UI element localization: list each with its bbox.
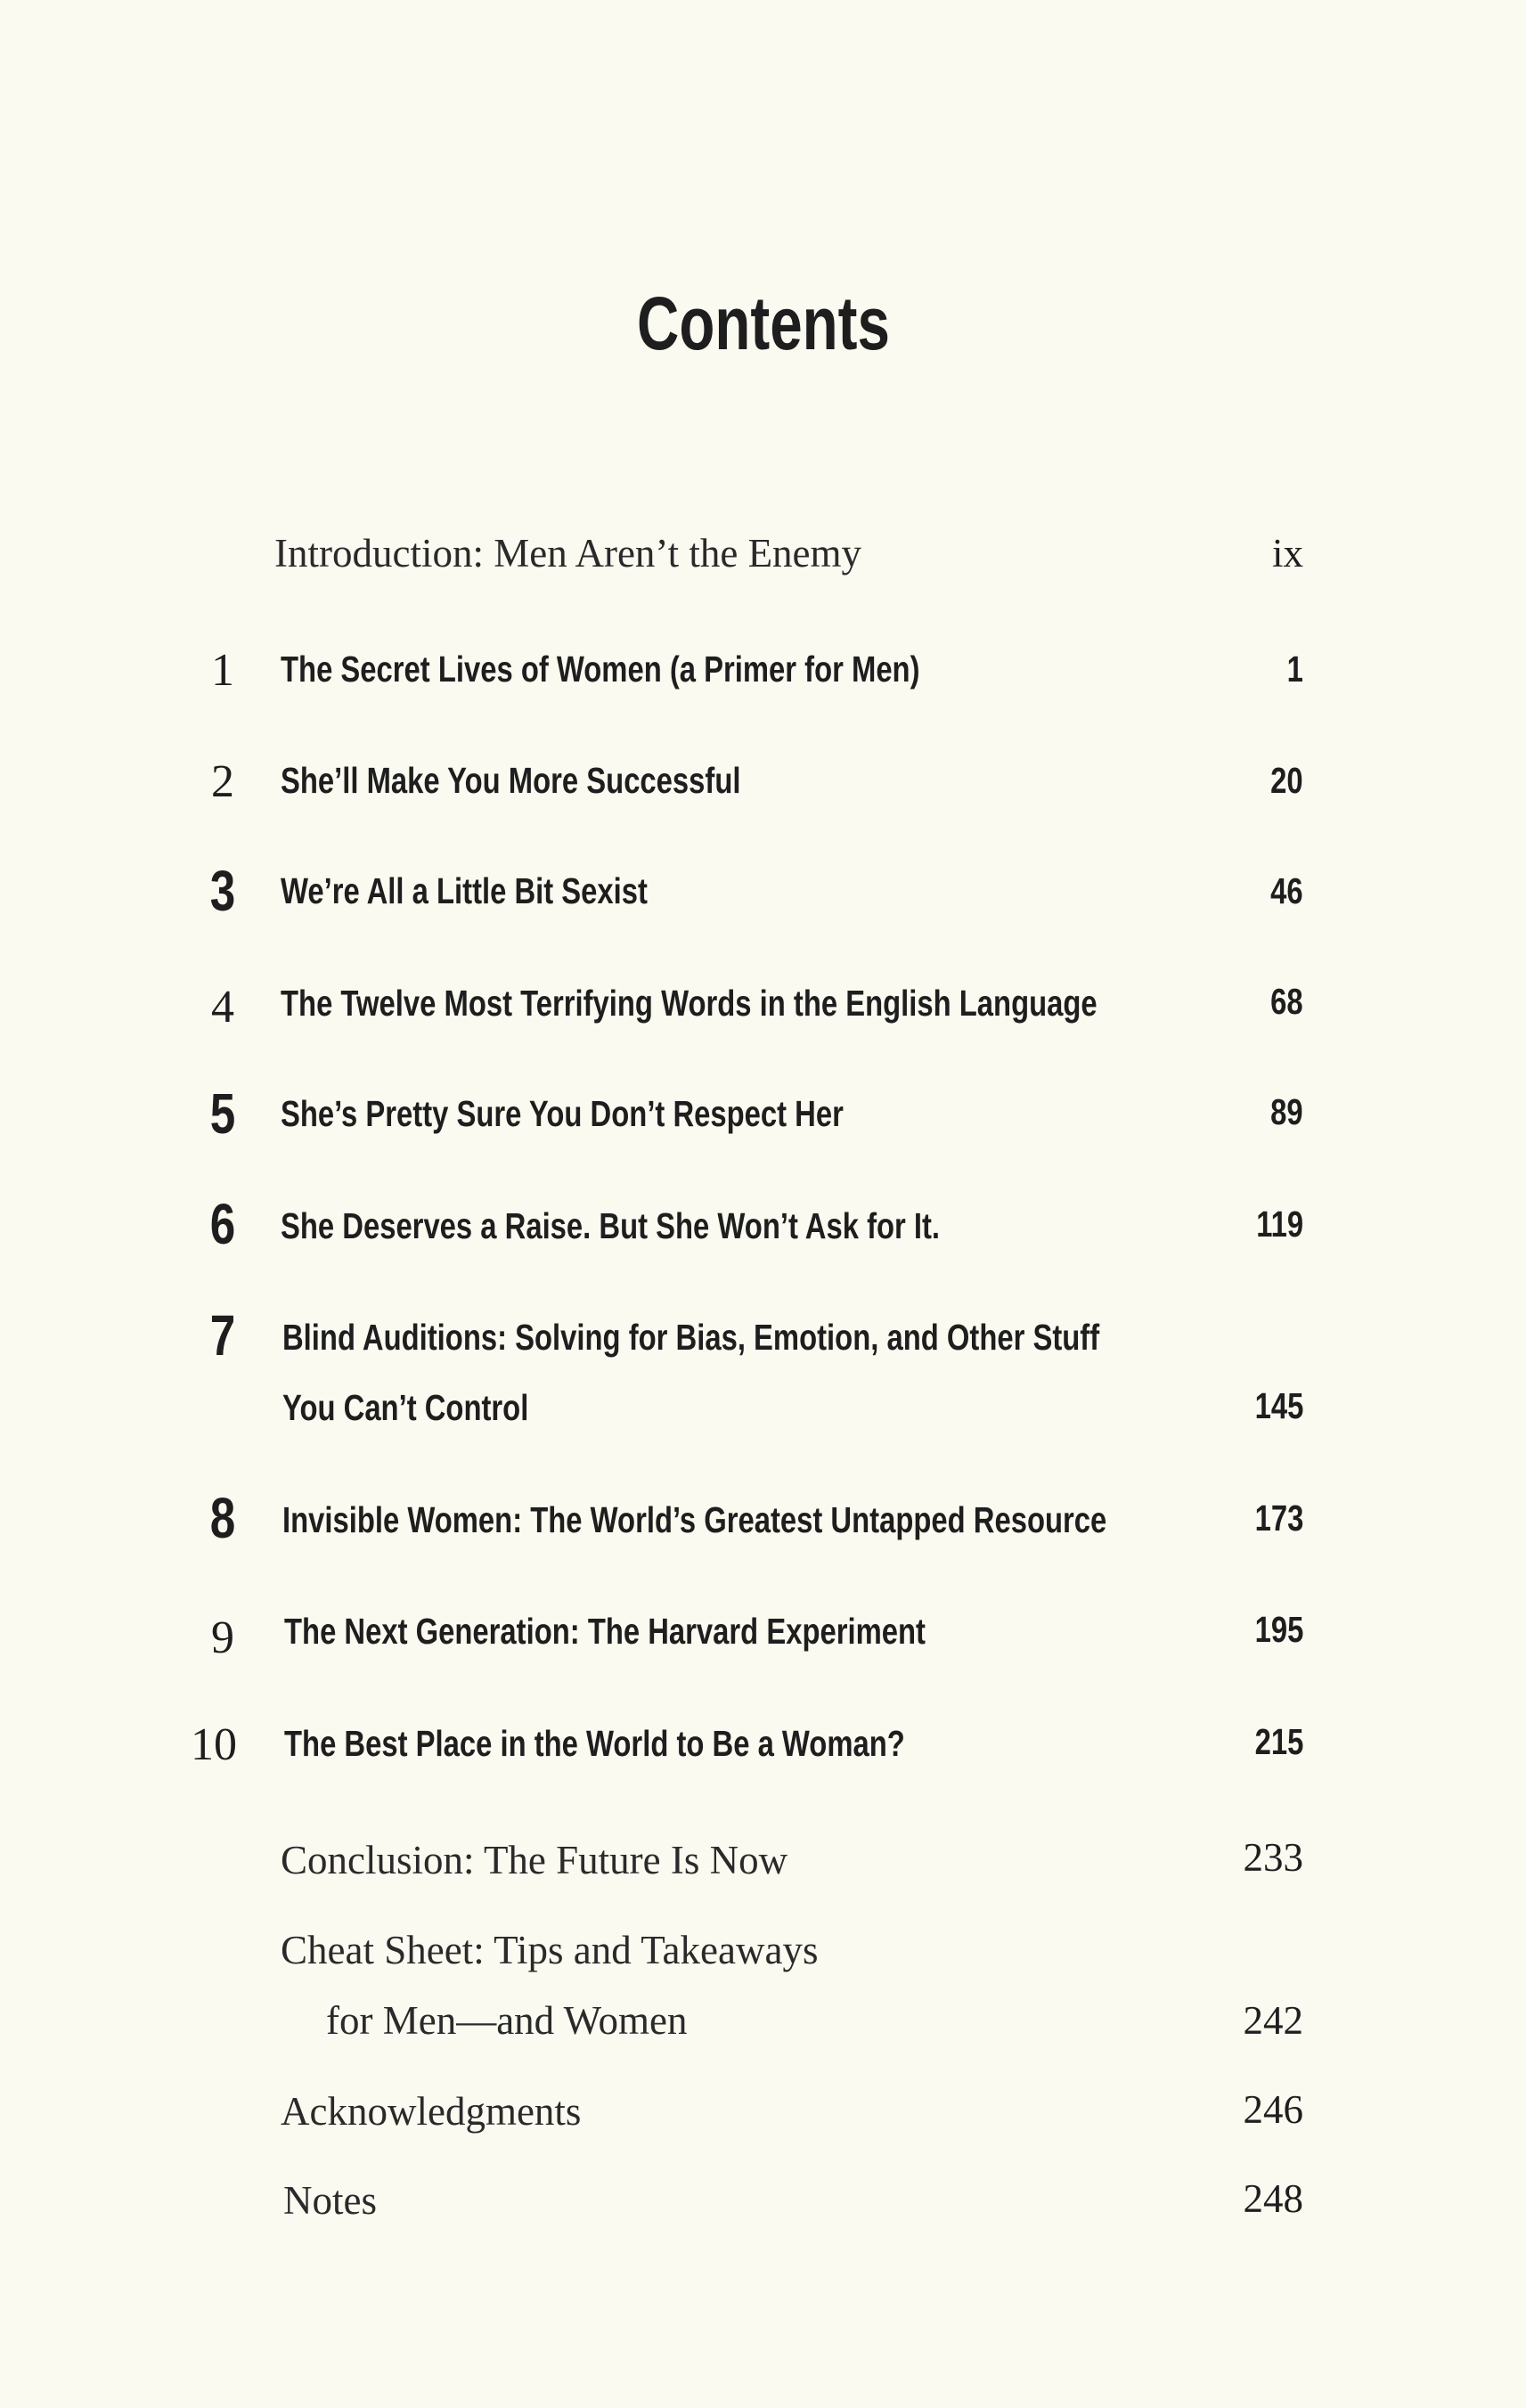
chapter-number: 2 xyxy=(211,756,234,807)
page-title: Contents xyxy=(636,282,890,365)
toc-entry-title[interactable]: Conclusion: The Future Is Now xyxy=(281,1838,788,1882)
toc-entry-title[interactable]: Invisible Women: The World’s Greatest Untapped Resource xyxy=(282,1499,1107,1540)
toc-entry-title[interactable]: Blind Auditions: Solving for Bias, Emotion, and Other Stuff xyxy=(282,1317,1100,1358)
toc-entry-page: 246 xyxy=(1243,2087,1303,2132)
toc-entry-page: 248 xyxy=(1243,2176,1303,2221)
toc-entry-title[interactable]: The Best Place in the World to Be a Woman? xyxy=(284,1723,905,1764)
toc-entry-page: 233 xyxy=(1243,1835,1303,1880)
toc-entry-title[interactable]: She Deserves a Raise. But She Won’t Ask for It. xyxy=(281,1205,941,1246)
chapter-number: 1 xyxy=(211,645,234,696)
chapter-number: 6 xyxy=(209,1192,236,1256)
toc-entry-title-continued[interactable]: for Men—and Women xyxy=(326,1998,688,2043)
chapter-number: 8 xyxy=(209,1486,236,1550)
chapter-number: 10 xyxy=(191,1719,237,1770)
toc-entry-page: 89 xyxy=(1270,1091,1303,1132)
toc-entry-page: 68 xyxy=(1270,981,1303,1022)
toc-entry-page: ix xyxy=(1271,531,1303,575)
toc-entry-page: 145 xyxy=(1254,1385,1303,1426)
toc-entry-page: 46 xyxy=(1270,870,1303,911)
toc-entry-page: 195 xyxy=(1254,1609,1303,1650)
toc-entry-title-continued[interactable]: You Can’t Control xyxy=(282,1387,529,1428)
toc-entry-title[interactable]: We’re All a Little Bit Sexist xyxy=(281,870,648,911)
chapter-number: 3 xyxy=(209,859,236,923)
toc-entry-title[interactable]: Acknowledgments xyxy=(281,2089,582,2134)
toc-entry-page: 1 xyxy=(1286,649,1303,690)
toc-entry-page: 20 xyxy=(1270,760,1303,801)
chapter-number: 4 xyxy=(211,982,234,1033)
toc-entry-title[interactable]: The Twelve Most Terrifying Words in the English Language xyxy=(281,983,1098,1024)
toc-entry-title[interactable]: Cheat Sheet: Tips and Takeaways xyxy=(281,1928,819,1972)
toc-entry-page: 173 xyxy=(1254,1498,1303,1539)
chapter-number: 5 xyxy=(209,1082,236,1146)
toc-entry-page: 242 xyxy=(1243,1998,1303,2043)
chapter-number: 9 xyxy=(211,1612,234,1663)
chapter-number: 7 xyxy=(209,1303,236,1367)
toc-entry-title[interactable]: She’s Pretty Sure You Don’t Respect Her xyxy=(281,1093,844,1134)
toc-entry-title[interactable]: She’ll Make You More Successful xyxy=(281,760,741,801)
toc-entry-page: 119 xyxy=(1256,1204,1303,1245)
toc-entry-title[interactable]: Notes xyxy=(283,2178,377,2223)
toc-entry-title[interactable]: Introduction: Men Aren’t the Enemy xyxy=(274,531,862,575)
toc-entry-title[interactable]: The Secret Lives of Women (a Primer for Men) xyxy=(281,649,920,690)
toc-entry-title[interactable]: The Next Generation: The Harvard Experiment xyxy=(284,1611,926,1652)
toc-entry-page: 215 xyxy=(1254,1721,1303,1762)
